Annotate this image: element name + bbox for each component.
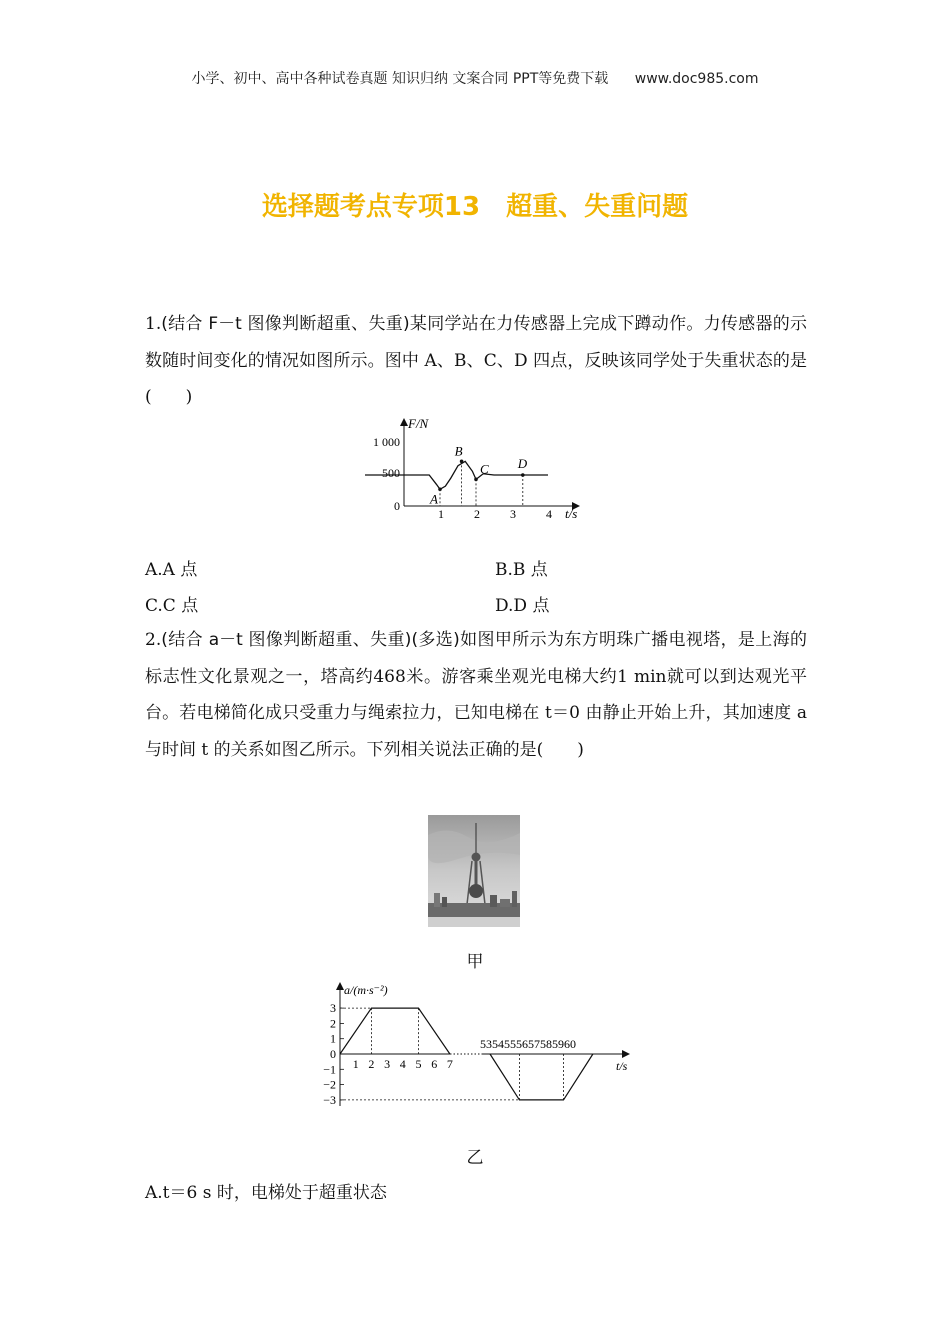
q2-acceleration-time-chart	[310, 978, 640, 1113]
page-header	[0, 68, 950, 88]
q1-option-b[interactable]: B.B 点	[495, 560, 548, 580]
header-url[interactable]: www.doc985.com	[634, 71, 759, 87]
q2-xlabel: t/s	[616, 1059, 628, 1073]
q1-xtick-4: 4	[546, 507, 552, 521]
q2-option-a[interactable]: A.t＝6 s 时，电梯处于超重状态	[145, 1183, 387, 1203]
question-2	[145, 622, 807, 768]
q1-option-a[interactable]: A.A 点	[145, 560, 198, 580]
header-text: 小学、初中、高中各种试卷真题 知识归纳 文案合同 PPT等免费下载	[191, 71, 609, 87]
q2-accel-curve-left	[340, 1008, 450, 1054]
q2-ylabel: a/(m·s⁻²)	[344, 983, 388, 997]
question-1	[145, 306, 807, 416]
q1-number: 1.	[145, 314, 162, 334]
q1-ytick-1000: 1 000	[373, 435, 400, 449]
q1-point-label-b: B	[454, 443, 463, 459]
q1-point-d	[521, 473, 525, 477]
q1-point-label-a: A	[430, 491, 438, 507]
q2-ytick: 3	[330, 1001, 336, 1016]
q2-ytick: 1	[330, 1031, 336, 1046]
q1-option-d[interactable]: D.D 点	[495, 596, 550, 616]
q1-xlabel: t/s	[565, 506, 578, 521]
oriental-pearl-tower-photo	[428, 815, 520, 927]
q2-ytick: −1	[323, 1062, 336, 1077]
q2-accel-curve-right	[490, 1054, 593, 1100]
q2-xtick: 2	[368, 1057, 375, 1071]
q2-xtick: 4	[399, 1057, 406, 1071]
q1-ytick-500: 500	[382, 466, 400, 480]
q2-number: 2.	[145, 630, 162, 650]
q2-xtick: 5	[415, 1057, 422, 1071]
q2-tag: (结合 a－t 图像判断超重、失重)(多选)	[161, 630, 460, 650]
q1-force-time-chart	[360, 414, 600, 524]
q1-ytick-0: 0	[394, 499, 400, 513]
page-title: 选择题考点专项13 超重、失重问题	[261, 192, 689, 222]
q2-ytick: −2	[323, 1077, 336, 1092]
q1-tag: (结合 F－t 图像判断超重、失重)	[161, 314, 410, 334]
caption-yi: 乙	[466, 1148, 484, 1168]
q1-ylabel: F/N	[408, 416, 429, 431]
q1-point-c	[474, 478, 478, 482]
q1-point-label-d: D	[517, 456, 528, 471]
q2-text: 如图甲所示为东方明珠广播电视塔，是上海的标志性文化景观之一，塔高约468米。游客乘坐观光电梯大约1 min就可以到达观光平台。若电梯简化成只受重力与绳索拉力，已知电梯在 t＝0 由静止开始上升，其加速度 a 与时间 t 的关系如图乙所示。下列相关说法正确的是( )	[145, 630, 808, 760]
q1-xtick-1: 1	[438, 507, 444, 521]
q2-xticks-right: 5354555657585960	[480, 1037, 576, 1051]
caption-jia: 甲	[466, 952, 484, 972]
q2-xtick: 7	[446, 1057, 453, 1071]
q2-xtick: 1	[352, 1057, 359, 1071]
q2-ytick: 0	[330, 1047, 336, 1061]
q1-point-b	[460, 460, 464, 464]
q2-xtick: 3	[384, 1057, 391, 1071]
q1-option-c[interactable]: C.C 点	[145, 596, 199, 616]
q1-text: 某同学站在力传感器上完成下蹲动作。力传感器的示数随时间变化的情况如图所示。图中 A、B、C、D 四点，反映该同学处于失重状态的是( )	[145, 314, 808, 407]
q1-point-a	[438, 487, 442, 491]
q1-xtick-2: 2	[474, 507, 480, 521]
q1-point-label-c: C	[480, 461, 489, 477]
q2-xtick: 6	[431, 1057, 438, 1071]
q1-xtick-3: 3	[510, 507, 516, 521]
q2-ytick: −3	[323, 1092, 336, 1107]
q2-ytick: 2	[330, 1016, 336, 1031]
